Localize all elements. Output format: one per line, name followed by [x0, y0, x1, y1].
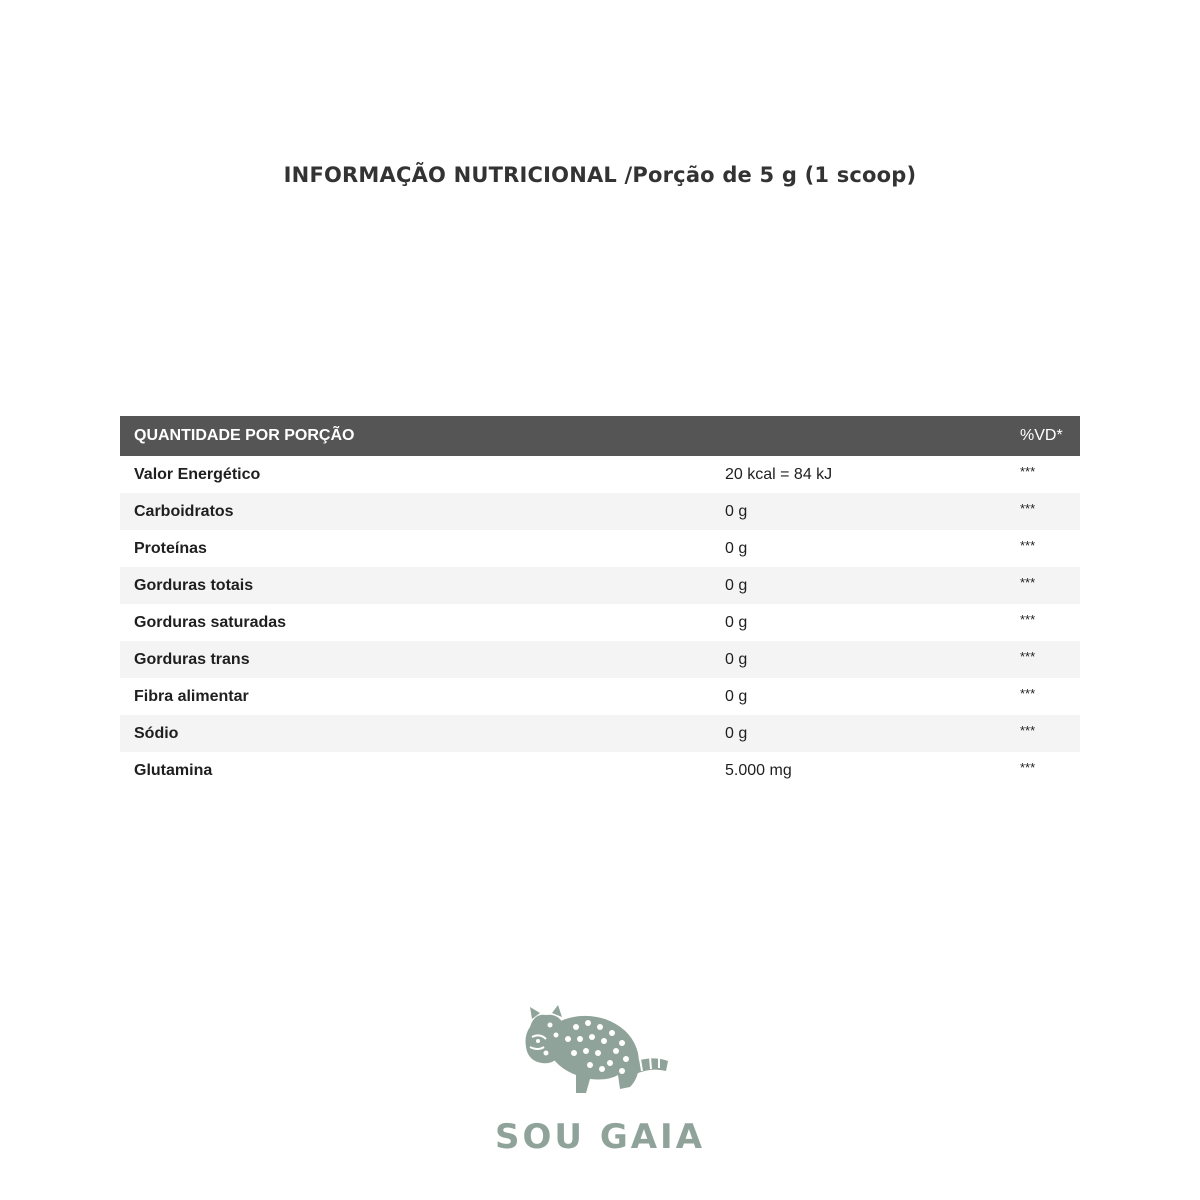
table-row [120, 715, 1080, 752]
nutrient-name: Fibra alimentar [134, 687, 249, 705]
table-row [120, 530, 1080, 567]
table-row [120, 456, 1080, 493]
nutrient-quantity: 20 kcal = 84 kJ [725, 465, 833, 483]
table-row [120, 567, 1080, 604]
nutrient-vd: *** [1020, 501, 1036, 516]
nutrient-quantity: 0 g [725, 539, 748, 557]
nutrient-name: Valor Energético [134, 465, 261, 483]
nutrient-vd: *** [1020, 575, 1036, 590]
nutrient-quantity: 0 g [725, 724, 748, 742]
table-header [120, 416, 1080, 456]
nutrient-vd: *** [1020, 538, 1036, 553]
nutrient-quantity: 0 g [725, 650, 748, 668]
header-quantity: QUANTIDADE POR PORÇÃO [134, 427, 355, 444]
brand-name: SOU GAIA [494, 1117, 706, 1157]
table-row [120, 752, 1080, 789]
header-vd: %VD* [1020, 427, 1063, 444]
table-row [120, 678, 1080, 715]
spotted-cat-icon [480, 1005, 720, 1115]
nutrient-vd: *** [1020, 723, 1036, 738]
nutrient-quantity: 0 g [725, 576, 748, 594]
nutrition-table [120, 416, 1080, 789]
nutrient-vd: *** [1020, 464, 1036, 479]
nutrient-quantity: 0 g [725, 502, 748, 520]
nutrient-vd: *** [1020, 760, 1036, 775]
nutrient-name: Gorduras saturadas [134, 613, 287, 631]
nutrient-quantity: 0 g [725, 687, 748, 705]
nutrient-name: Gorduras trans [134, 650, 250, 668]
nutrient-vd: *** [1020, 649, 1036, 664]
nutrient-name: Sódio [134, 724, 179, 742]
nutrient-name: Glutamina [134, 761, 213, 779]
nutrient-name: Proteínas [134, 539, 207, 557]
brand-logo [480, 1005, 720, 1165]
nutrient-name: Gorduras totais [134, 576, 254, 594]
nutrient-vd: *** [1020, 612, 1036, 627]
table-row [120, 641, 1080, 678]
table-row [120, 493, 1080, 530]
table-row [120, 604, 1080, 641]
nutrient-quantity: 5.000 mg [725, 761, 792, 779]
nutrient-name: Carboidratos [134, 502, 234, 520]
page-title: INFORMAÇÃO NUTRICIONAL /Porção de 5 g (1 scoop) [283, 163, 917, 187]
nutrient-vd: *** [1020, 686, 1036, 701]
nutrient-quantity: 0 g [725, 613, 748, 631]
